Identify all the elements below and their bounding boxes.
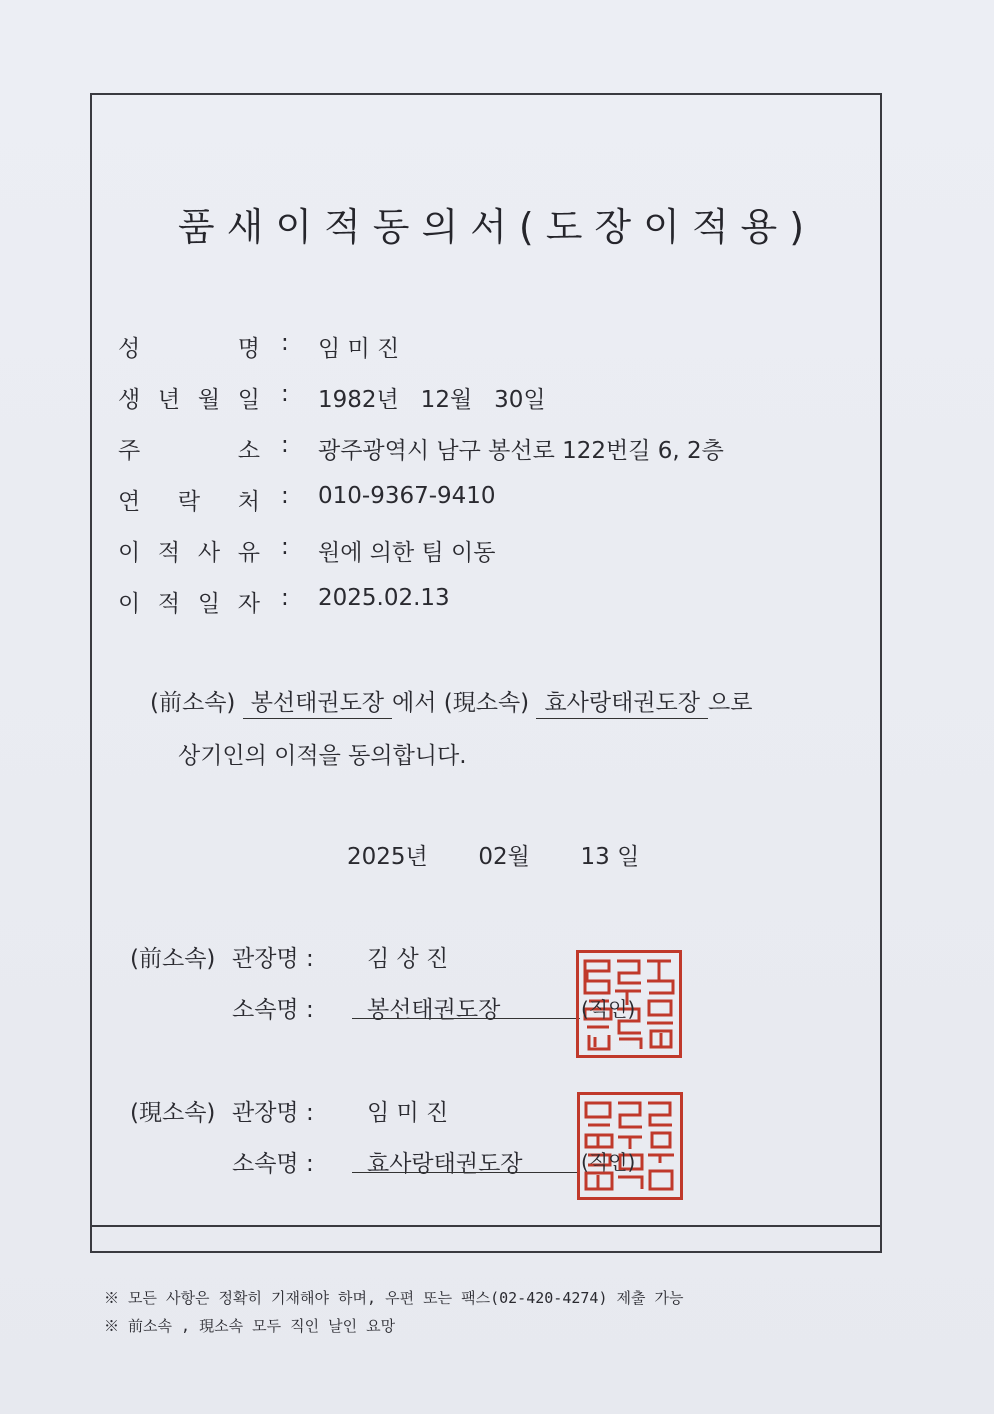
document-frame bbox=[90, 93, 882, 1253]
prev-dojang-label: 소속명 : bbox=[232, 997, 314, 1023]
field-value-name: 임 미 진 bbox=[318, 336, 400, 362]
field-label-char: 생 bbox=[118, 387, 141, 413]
field-label-char: 락 bbox=[177, 489, 201, 515]
field-label-char: 명 bbox=[237, 336, 260, 362]
field-value-birthdate: 1982년 12월 30일 bbox=[318, 387, 546, 413]
field-label-char: 소 bbox=[237, 438, 260, 464]
field-label-char: 년 bbox=[157, 387, 181, 413]
curr-dojang-name: 효사랑태권도장 bbox=[536, 684, 708, 719]
field-colon: : bbox=[281, 534, 289, 560]
field-colon: : bbox=[281, 585, 289, 611]
field-label-char: 사 bbox=[197, 540, 221, 566]
field-label-address bbox=[118, 432, 260, 465]
field-label-char: 유 bbox=[237, 540, 260, 566]
prev-section-label: (前소속) bbox=[130, 946, 216, 972]
date-month: 02월 bbox=[478, 844, 530, 870]
date-year: 2025년 bbox=[347, 844, 428, 870]
field-label-char: 처 bbox=[237, 489, 260, 515]
field-label-char: 주 bbox=[118, 438, 141, 464]
field-label-char: 성 bbox=[118, 336, 141, 362]
consent-date bbox=[347, 838, 639, 871]
consent-statement: 상기인의 이적을 동의합니다. bbox=[178, 743, 467, 769]
frame-bottom-rule bbox=[92, 1225, 880, 1227]
field-value-transfer-reason: 원에 의한 팀 이동 bbox=[318, 540, 496, 566]
footnote-submission: ※ 모든 사항은 정확히 기재해야 하며, 우편 또는 팩스(02-420-4274) 제출 가능 bbox=[104, 1289, 684, 1307]
field-label-char: 연 bbox=[118, 489, 141, 515]
footnote-seal-required: ※ 前소속 , 現소속 모두 직인 날인 요망 bbox=[104, 1317, 396, 1335]
curr-section-label: (現소속) bbox=[130, 1100, 216, 1126]
curr-director-label: 관장명 : bbox=[232, 1100, 314, 1126]
field-label-char: 일 bbox=[197, 591, 221, 617]
curr-affiliation-prefix: (現소속) bbox=[443, 690, 530, 716]
prev-affiliation-prefix: (前소속) bbox=[150, 690, 236, 716]
field-label-char: 적 bbox=[157, 591, 181, 617]
consent-suffix: 으로 bbox=[708, 690, 753, 716]
curr-dojang-label: 소속명 : bbox=[232, 1151, 314, 1177]
field-label-birthdate bbox=[118, 381, 260, 414]
prev-dojang-name: 봉선태권도장 bbox=[243, 684, 392, 719]
consent-sentence bbox=[150, 684, 752, 719]
prev-dojang-underline bbox=[352, 1018, 580, 1019]
curr-director-name: 임 미 진 bbox=[367, 1100, 449, 1126]
document-title: 품새이적동의서(도장이적용) bbox=[177, 205, 817, 249]
field-label-char: 이 bbox=[118, 591, 141, 617]
field-label-char: 이 bbox=[118, 540, 141, 566]
field-label-transfer-reason bbox=[118, 534, 260, 567]
field-value-address: 광주광역시 남구 봉선로 122번길 6, 2층 bbox=[318, 438, 724, 464]
field-label-contact bbox=[118, 483, 260, 516]
curr-dojang-underline bbox=[352, 1172, 580, 1173]
field-colon: : bbox=[281, 483, 289, 509]
curr-seal-label: (직인) bbox=[581, 1150, 636, 1174]
prev-dojang-signature-name: 봉선태권도장 bbox=[367, 997, 501, 1023]
prev-director-name: 김 상 진 bbox=[367, 946, 449, 972]
field-label-char: 일 bbox=[237, 387, 260, 413]
field-colon: : bbox=[281, 381, 289, 407]
consent-mid-text: 에서 bbox=[392, 690, 437, 716]
date-day: 13 일 bbox=[580, 844, 640, 870]
curr-dojang-signature-name: 효사랑태권도장 bbox=[367, 1151, 523, 1177]
field-colon: : bbox=[281, 330, 289, 356]
field-value-contact: 010-9367-9410 bbox=[318, 483, 496, 509]
field-colon: : bbox=[281, 432, 289, 458]
field-label-transfer-date bbox=[118, 585, 260, 618]
field-label-char: 적 bbox=[157, 540, 181, 566]
field-label-name bbox=[118, 330, 260, 363]
field-value-transfer-date: 2025.02.13 bbox=[318, 585, 450, 611]
field-label-char: 자 bbox=[237, 591, 260, 617]
prev-director-label: 관장명 : bbox=[232, 946, 314, 972]
prev-seal-label: (직인) bbox=[581, 997, 636, 1021]
field-label-char: 월 bbox=[197, 387, 221, 413]
